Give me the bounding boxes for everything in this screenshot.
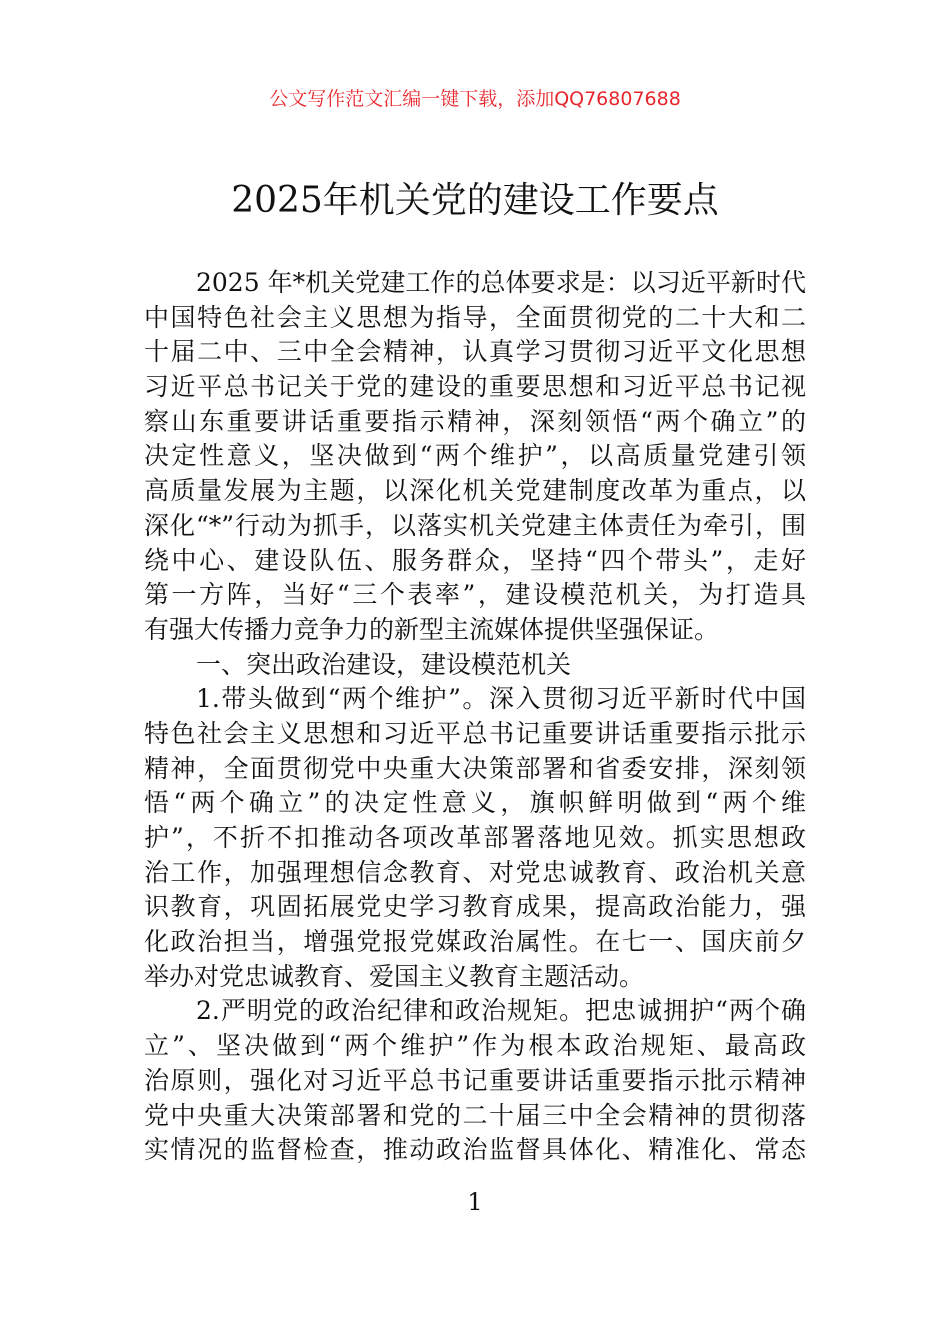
text-line: 深化“*”行动为抓手，以落实机关党建主体责任为牵引，围: [144, 510, 806, 540]
text-line: 习近平总书记关于党的建设的重要思想和习近平总书记视: [144, 372, 806, 402]
paragraph: [144, 266, 806, 648]
text-line: 悟“两个确立”的决定性意义，旗帜鲜明做到“两个维: [144, 788, 806, 818]
text-line: 举办对党忠诚教育、爱国主义教育主题活动。: [144, 961, 645, 991]
text-line: 决定性意义，坚决做到“两个维护”，以高质量党建引领: [144, 441, 806, 471]
text-line: 2025 年*机关党建工作的总体要求是：以习近平新时代: [196, 268, 806, 297]
watermark-header: 公文写作范文汇编一键下载，添加QQ76807688: [269, 88, 681, 110]
text-line: 中国特色社会主义思想为指导，全面贯彻党的二十大和二: [144, 302, 806, 332]
text-line: 党中央重大决策部署和党的二十届三中全会精神的贯彻落: [144, 1100, 806, 1130]
text-line: 特色社会主义思想和习近平总书记重要讲话重要指示批示: [144, 718, 806, 748]
paragraph: [144, 994, 806, 1167]
text-line: 一、突出政治建设，建设模范机关: [196, 649, 572, 679]
text-line: 立”、坚决做到“两个维护”作为根本政治规矩、最高政: [144, 1031, 806, 1061]
page-number: 1: [467, 1188, 483, 1216]
document-title: 2025年机关党的建设工作要点: [231, 180, 719, 221]
text-line: 察山东重要讲话重要指示精神，深刻领悟“两个确立”的: [144, 406, 806, 436]
text-line: 护”，不折不扣推动各项改革部署落地见效。抓实思想政: [144, 823, 806, 852]
text-line: 精神，全面贯彻党中央重大决策部署和省委安排，深刻领: [144, 753, 806, 783]
document-body: [144, 266, 806, 1168]
text-line: 实情况的监督检查，推动政治监督具体化、精准化、常态: [144, 1135, 806, 1165]
text-line: 高质量发展为主题，以深化机关党建制度改革为重点，以: [144, 476, 806, 506]
text-line: 1.带头做到“两个维护”。深入贯彻习近平新时代中国: [196, 684, 806, 714]
text-line: 化政治担当，增强党报党媒政治属性。在七一、国庆前夕: [144, 927, 806, 957]
text-line: 治原则，强化对习近平总书记重要讲话重要指示批示精神: [144, 1065, 806, 1095]
section-heading: [144, 648, 806, 683]
text-line: 有强大传播力竞争力的新型主流媒体提供坚强保证。: [144, 614, 720, 644]
text-line: 十届二中、三中全会精神，认真学习贯彻习近平文化思想: [144, 337, 806, 367]
text-line: 2.严明党的政治纪律和政治规矩。把忠诚拥护“两个确: [196, 996, 806, 1026]
text-line: 绕中心、建设队伍、服务群众，坚持“四个带头”，走好: [144, 545, 806, 575]
text-line: 第一方阵，当好“三个表率”，建设模范机关，为打造具: [144, 580, 806, 610]
text-line: 识教育，巩固拓展党史学习教育成果，提高政治能力，强: [144, 892, 806, 922]
text-line: 治工作，加强理想信念教育、对党忠诚教育、政治机关意: [144, 857, 806, 887]
paragraph: [144, 682, 806, 994]
